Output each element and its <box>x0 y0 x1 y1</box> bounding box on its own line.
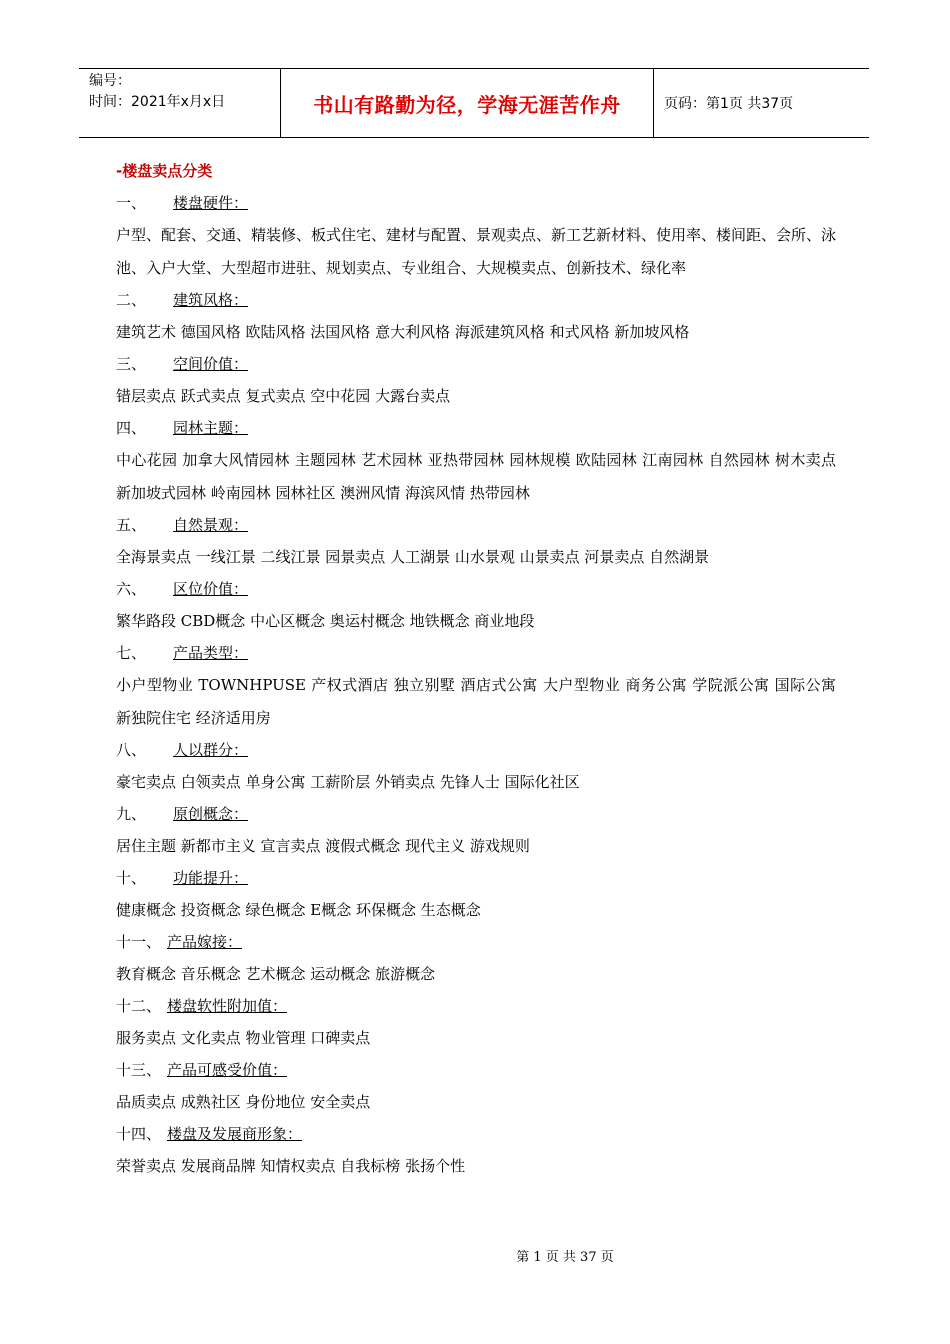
section-body: 健康概念 投资概念 绿色概念 E概念 环保概念 生态概念 <box>116 901 481 919</box>
section-number: 十二、 <box>116 997 162 1015</box>
section-heading <box>116 1055 836 1086</box>
section-body: 繁华路段 CBD概念 中心区概念 奥运村概念 地铁概念 商业地段 <box>116 612 535 630</box>
section-title: 楼盘硬件： <box>173 194 249 212</box>
footer-page-number: 第 1 页 共 37 页 <box>516 1250 614 1265</box>
section-number: 六、 <box>116 580 147 598</box>
header-motto: 书山有路勤为径，学海无涯苦作舟 <box>313 92 621 117</box>
section-number: 十三、 <box>116 1061 162 1079</box>
section-number: 二、 <box>116 291 147 309</box>
section-body: 小户型物业 TOWNHPUSE 产权式酒店 独立别墅 酒店式公寓 大户型物业 商务公寓 学院派公寓 国际公寓 新独院住宅 经济适用房 <box>116 676 836 727</box>
section-body: 中心花园 加拿大风情园林 主题园林 艺术园林 亚热带园林 园林规模 欧陆园林 江南园林 自然园林 树木卖点 新加坡式园林 岭南园林 园林社区 澳洲风情 海滨风情 热带园林 <box>116 451 836 502</box>
section-number: 一、 <box>116 194 147 212</box>
section-heading <box>116 510 836 541</box>
section-body: 全海景卖点 一线江景 二线江景 园景卖点 人工湖景 山水景观 山景卖点 河景卖点 自然湖景 <box>116 548 710 566</box>
section-title: 产品可感受价值： <box>167 1061 288 1079</box>
section-heading <box>116 638 836 669</box>
header-page-info: 页码：第1页 共37页 <box>664 96 794 112</box>
page-header <box>79 68 869 138</box>
section-body: 教育概念 音乐概念 艺术概念 运动概念 旅游概念 <box>116 965 436 983</box>
section-body: 品质卖点 成熟社区 身份地位 安全卖点 <box>116 1093 371 1111</box>
section-body: 服务卖点 文化卖点 物业管理 口碑卖点 <box>116 1029 371 1047</box>
section-title: 空间价值： <box>173 355 249 373</box>
section-title: 产品类型： <box>173 644 249 662</box>
document-body <box>116 155 836 1183</box>
section-title: 人以群分： <box>173 741 249 759</box>
header-meta <box>79 69 281 137</box>
section-number: 九、 <box>116 805 147 823</box>
section-heading <box>116 735 836 766</box>
section-number: 七、 <box>116 644 147 662</box>
section-title: 楼盘软性附加值： <box>167 997 288 1015</box>
section-heading <box>116 574 836 605</box>
section-title: 楼盘及发展商形象： <box>167 1125 303 1143</box>
section-heading <box>116 863 836 894</box>
section-heading <box>116 413 836 444</box>
section-number: 十一、 <box>116 933 162 951</box>
page-footer <box>0 1246 950 1265</box>
section-title: 产品嫁接： <box>167 933 243 951</box>
section-number: 十、 <box>116 869 147 887</box>
section-body: 户型、配套、交通、精装修、板式住宅、建材与配置、景观卖点、新工艺新材料、使用率、楼间距、会所、泳池、入户大堂、大型超市进驻、规划卖点、专业组合、大规模卖点、创新技术、绿化率 <box>116 226 837 277</box>
section-body: 居住主题 新都市主义 宣言卖点 渡假式概念 现代主义 游戏规则 <box>116 837 530 855</box>
section-number: 八、 <box>116 741 147 759</box>
section-number: 十四、 <box>116 1125 162 1143</box>
section-heading <box>116 991 836 1022</box>
section-body: 建筑艺术 德国风格 欧陆风格 法国风格 意大利风格 海派建筑风格 和式风格 新加坡风格 <box>116 323 690 341</box>
number-label: 编号： <box>89 73 131 89</box>
section-title: 园林主题： <box>173 419 249 437</box>
section-title: 建筑风格： <box>173 291 249 309</box>
section-heading <box>116 1119 836 1150</box>
date-label: 时间：2021年x月x日 <box>89 94 226 110</box>
section-number: 三、 <box>116 355 147 373</box>
section-title: 区位价值： <box>173 580 249 598</box>
document-title: -楼盘卖点分类 <box>116 162 213 180</box>
header-motto-cell <box>281 69 654 137</box>
section-body: 荣誉卖点 发展商品牌 知情权卖点 自我标榜 张扬个性 <box>116 1157 466 1175</box>
section-heading <box>116 349 836 380</box>
section-heading <box>116 799 836 830</box>
section-list <box>116 188 836 1183</box>
section-number: 五、 <box>116 516 147 534</box>
section-number: 四、 <box>116 419 147 437</box>
section-title: 功能提升： <box>173 869 249 887</box>
section-body: 豪宅卖点 白领卖点 单身公寓 工薪阶层 外销卖点 先锋人士 国际化社区 <box>116 773 580 791</box>
section-body: 错层卖点 跃式卖点 复式卖点 空中花园 大露台卖点 <box>116 387 451 405</box>
section-heading <box>116 188 836 219</box>
section-title: 原创概念： <box>173 805 249 823</box>
section-heading <box>116 927 836 958</box>
section-heading <box>116 285 836 316</box>
section-title: 自然景观： <box>173 516 249 534</box>
